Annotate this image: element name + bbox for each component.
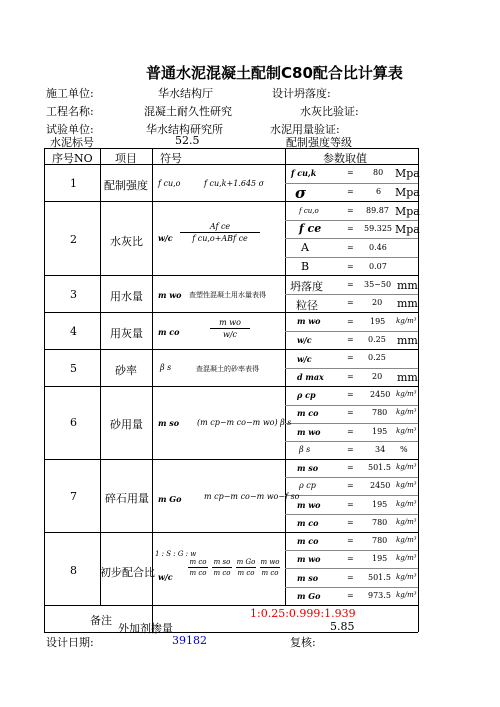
row2-symbol: w/c [158, 233, 173, 243]
admixture-label: 外加剂掺量 [118, 622, 173, 635]
row8-symbol: w/c [158, 572, 173, 582]
row4-p2-sym: w/c [297, 335, 312, 345]
row8-formula-fraction [188, 558, 208, 577]
row6-p2-eq: = [347, 408, 354, 417]
row6-p3-unit: kg/m³ [396, 427, 417, 435]
design-date-label: 设计日期: [46, 636, 94, 649]
row4-formula-den: w/c [222, 330, 238, 339]
row4-p1-sym: m wo [297, 316, 321, 326]
row6-formula: (m cp−m co−m wo) β s [197, 418, 292, 427]
row1-no: 1 [70, 177, 77, 190]
row3-p1-sym: 坍落度 [290, 280, 323, 293]
row2-p2-unit: Mpa [395, 223, 420, 236]
row1-formula: f cu,k+1.645 σ [204, 179, 265, 188]
row8-p2-val: 195 [372, 554, 388, 563]
admixture-value: 5.85 [330, 620, 355, 633]
mix-ratio-result: 1:0.25:0.999:1.939 [250, 607, 356, 620]
row8-p3-val: 501.5 [368, 573, 391, 582]
row6-p4-eq: = [347, 445, 354, 454]
row3-p2-val: 20 [372, 298, 383, 307]
row4-item: 用灰量 [110, 327, 143, 340]
row4-p2-eq: = [347, 335, 354, 344]
header-symbol: 符号 [160, 152, 182, 165]
row6-p2-val: 780 [372, 408, 388, 417]
row7-formula: m cp−m co−m wo−f so [204, 492, 300, 501]
row3-p2-eq: = [347, 298, 354, 307]
review-label: 复核: [290, 636, 316, 649]
row2-p3-sym: A [301, 241, 309, 254]
row8-formula-numerator: m co [189, 558, 207, 566]
row8-formula-denominator: m co [189, 569, 207, 577]
water-cement-check-label: 水泥用量验证: [270, 123, 340, 136]
construction-unit-value: 华水结构厅 [158, 87, 213, 100]
row3-formula: 查塑性混凝土用水量表得 [189, 291, 266, 299]
row8-p2-unit: kg/m³ [396, 554, 417, 562]
row8-p3-unit: kg/m³ [396, 573, 417, 581]
row8-formula-numerator: m Go [236, 558, 256, 566]
row7-p3-sym: m wo [297, 500, 321, 510]
row1-p2-sym: σ [295, 184, 307, 202]
row5-p2-unit: mm [397, 371, 418, 384]
row7-p1-eq: = [347, 463, 354, 472]
row3-no: 3 [70, 288, 77, 301]
row2-formula-num: Af ce [209, 222, 231, 231]
row8-formula-numerator: m wo [260, 558, 280, 566]
row8-p3-sym: m so [297, 573, 319, 583]
row6-no: 6 [70, 416, 77, 429]
row6-p3-val: 195 [372, 427, 388, 436]
row7-p3-unit: kg/m³ [396, 500, 417, 508]
row4-p1-eq: = [347, 317, 354, 326]
row6-p3-sym: m wo [297, 427, 321, 437]
row8-symbol-top: 1 : S : G : w [155, 550, 197, 558]
row2-p2-eq: = [347, 224, 354, 233]
row8-formula-fraction [236, 558, 256, 577]
row8-formula-numerator: m so [213, 558, 231, 566]
row8-p4-sym: m Go [297, 591, 321, 601]
row8-p1-val: 780 [372, 536, 388, 545]
row1-item: 配制强度 [104, 179, 148, 192]
row4-p1-unit: kg/m³ [396, 317, 417, 325]
row1-p1-eq: = [347, 168, 354, 177]
row4-p1-val: 195 [370, 317, 386, 326]
row6-p4-unit: % [400, 445, 408, 454]
row2-p3-eq: = [347, 243, 354, 252]
row7-item: 碎石用量 [105, 492, 149, 505]
row6-p1-sym: ρ cp [297, 390, 316, 400]
row1-p2-eq: = [347, 187, 354, 196]
row7-p3-eq: = [347, 500, 354, 509]
row6-symbol: m so [158, 418, 180, 428]
row6-p4-val: 34 [375, 445, 386, 454]
row7-p2-sym: ρ cp [299, 481, 316, 490]
row8-p3-eq: = [347, 573, 354, 582]
project-name-label: 工程名称: [46, 105, 94, 118]
row2-p1-unit: Mpa [395, 205, 420, 218]
row6-p1-val: 2450 [370, 390, 391, 399]
row1-p2-unit: Mpa [395, 186, 420, 199]
construction-unit-label: 施工单位: [46, 87, 94, 100]
row4-no: 4 [70, 325, 77, 338]
row7-p1-val: 501.5 [368, 463, 391, 472]
row8-p1-eq: = [347, 536, 354, 545]
test-unit-label: 试验单位: [46, 123, 94, 136]
row1-p2-val: 6 [376, 187, 382, 196]
row2-p4-val: 0.07 [369, 262, 387, 271]
row7-p2-eq: = [347, 481, 354, 490]
row8-p4-unit: kg/m³ [396, 591, 417, 599]
cement-grade-label: 水泥标号 [50, 136, 94, 149]
test-unit-value: 华水结构研究所 [146, 123, 223, 136]
row7-p2-unit: kg/m³ [396, 481, 417, 489]
row7-p4-val: 780 [372, 518, 388, 527]
wc-check-label: 水灰比验证: [300, 105, 359, 118]
row6-p3-eq: = [347, 427, 354, 436]
row2-p1-val: 89.87 [366, 206, 389, 215]
row8-p2-sym: m wo [297, 554, 321, 564]
row3-p2-unit: mm [397, 297, 418, 310]
project-name-value: 混凝土耐久性研究 [144, 105, 232, 118]
row8-p1-unit: kg/m³ [396, 536, 417, 544]
design-slump-label: 设计坍落度: [272, 87, 331, 100]
row7-p4-sym: m co [297, 518, 319, 528]
row3-item: 用水量 [110, 290, 143, 303]
row8-no: 8 [70, 564, 77, 577]
row1-p1-sym: f cu,k [291, 168, 317, 178]
row8-p2-eq: = [347, 554, 354, 563]
row5-item: 砂率 [115, 364, 137, 377]
row8-p4-val: 973.5 [368, 591, 391, 600]
row5-p2-sym: d max [297, 372, 324, 382]
row2-p2-val: 59.325 [364, 224, 392, 233]
row2-p4-eq: = [347, 262, 354, 271]
row2-p3-val: 0.46 [369, 243, 387, 252]
row7-p3-val: 195 [372, 500, 388, 509]
row4-p2-val: 0.25 [368, 335, 386, 344]
remarks-label: 备注 [90, 614, 112, 627]
row6-p1-eq: = [347, 390, 354, 399]
row8-p1-sym: m co [297, 536, 319, 546]
header-params: 参数取值 [323, 152, 367, 165]
row3-p1-eq: = [347, 280, 354, 289]
row4-formula [210, 318, 250, 339]
row3-symbol: m wo [158, 290, 182, 300]
row7-p4-unit: kg/m³ [396, 518, 417, 526]
row2-item: 水灰比 [110, 235, 143, 248]
row5-p1-sym: w/c [297, 354, 312, 364]
row5-p2-eq: = [347, 372, 354, 381]
row7-p4-eq: = [347, 518, 354, 527]
row8-formula-denominator: m co [261, 569, 279, 577]
row6-item: 砂用量 [110, 418, 143, 431]
row7-symbol: m Go [158, 494, 182, 504]
row8-formula-denominator: m co [237, 569, 255, 577]
row6-p4-sym: β s [299, 445, 311, 454]
cement-grade-value: 52.5 [175, 134, 200, 147]
row4-p2-unit: mm [397, 334, 418, 347]
row2-formula-den: f cu,o+ABf ce [192, 234, 248, 243]
row1-p1-val: 80 [373, 168, 384, 177]
row3-p2-sym: 粒径 [296, 299, 318, 312]
row5-no: 5 [70, 362, 77, 375]
strength-grade-label: 配制强度等级 [286, 136, 352, 149]
row2-p1-sym: f cu,o [299, 207, 319, 215]
row8-item: 初步配合比 [100, 566, 155, 579]
row7-p1-sym: m so [297, 463, 319, 473]
row5-p1-eq: = [347, 353, 354, 362]
row4-formula-num: m wo [219, 318, 241, 327]
row3-p1-val: 35~50 [364, 280, 392, 289]
page-title: 普通水泥混凝土配制C80配合比计算表 [146, 64, 403, 82]
row5-formula: 查混凝土的砂率表得 [196, 365, 259, 373]
design-date-value: 39182 [172, 634, 207, 647]
row6-p2-sym: m co [297, 408, 319, 418]
row7-p2-val: 2450 [370, 481, 391, 490]
row2-no: 2 [70, 233, 77, 246]
row2-formula [180, 222, 260, 243]
row2-p2-sym: f ce [299, 222, 322, 235]
row5-symbol: β s [160, 363, 172, 372]
row5-p2-val: 20 [372, 372, 383, 381]
header-item: 项目 [115, 152, 137, 165]
row6-p1-unit: kg/m³ [396, 390, 417, 398]
row8-formula-denominator: m co [213, 569, 231, 577]
row7-no: 7 [70, 490, 77, 503]
row8-formula-fraction [212, 558, 232, 577]
row3-p1-unit: mm [397, 279, 418, 292]
row4-symbol: m co [158, 327, 180, 337]
row7-p1-unit: kg/m³ [396, 463, 417, 471]
row8-formula-fraction [260, 558, 280, 577]
row2-p1-eq: = [347, 206, 354, 215]
row8-p4-eq: = [347, 591, 354, 600]
header-no: 序号NO [52, 152, 93, 165]
row2-p4-sym: B [301, 260, 310, 273]
row1-symbol: f cu,o [158, 179, 181, 188]
row1-p1-unit: Mpa [395, 167, 420, 180]
row6-p2-unit: kg/m³ [396, 408, 417, 416]
row5-p1-val: 0.25 [368, 353, 386, 362]
